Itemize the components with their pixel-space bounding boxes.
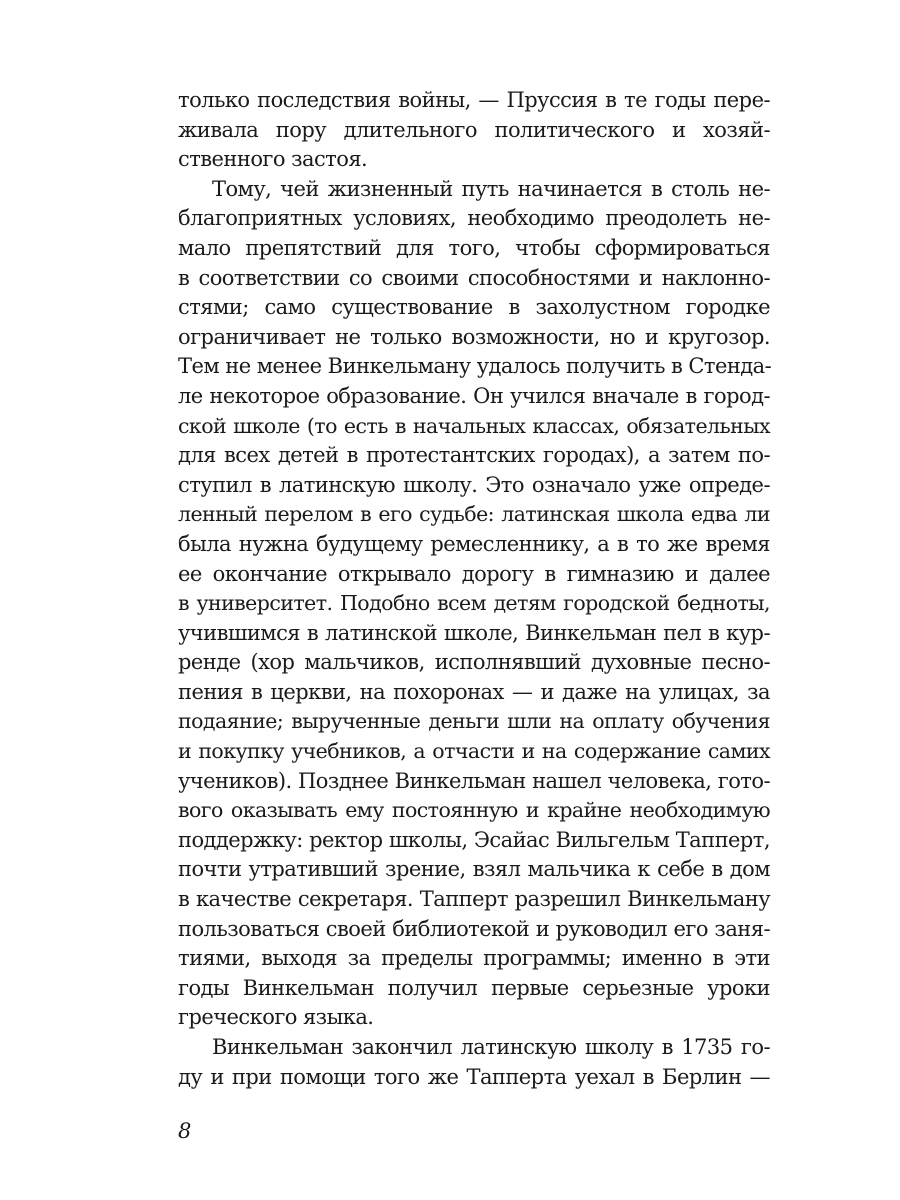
text-line: подаяние; вырученные деньги шли на оплату обучения bbox=[178, 709, 770, 734]
text-line: вого оказывать ему постоянную и крайне необходимую bbox=[178, 798, 770, 823]
text-line: годы Винкельман получил первые серьезные уроки bbox=[178, 975, 770, 1000]
text-line: ской школе (то есть в начальных классах, обязательных bbox=[178, 413, 770, 438]
text-line: ее окончание открывало дорогу в гимназию и далее bbox=[178, 561, 770, 586]
text-line: ленный перелом в его судьбе: латинская школа едва ли bbox=[178, 502, 770, 527]
text-line: стями; само существование в захолустном городке bbox=[178, 295, 770, 320]
text-line: пения в церкви, на похоронах — и даже на улицах, за bbox=[178, 679, 770, 704]
page-text bbox=[178, 86, 770, 1092]
text-line: почти утративший зрение, взял мальчика к себе в дом bbox=[178, 857, 770, 882]
page-number: 8 bbox=[178, 1119, 192, 1143]
text-line: мало препятствий для того, чтобы сформироваться bbox=[178, 235, 770, 260]
text-line: учеников). Позднее Винкельман нашел человека, гото- bbox=[178, 768, 770, 793]
text-line: и покупку учебников, а отчасти и на содержание самих bbox=[178, 739, 770, 764]
text-line: для всех детей в протестантских городах), а затем по- bbox=[178, 443, 770, 468]
text-line: ступил в латинскую школу. Это означало уже опреде- bbox=[178, 472, 770, 497]
text-line: Тому, чей жизненный путь начинается в столь не- bbox=[212, 176, 770, 201]
text-line: греческого языка. bbox=[178, 1005, 374, 1030]
text-line: была нужна будущему ремесленнику, а в то же время bbox=[178, 531, 770, 556]
text-line: пользоваться своей библиотекой и руководил его заня- bbox=[178, 916, 770, 941]
text-line: учившимся в латинской школе, Винкельман пел в кур- bbox=[178, 620, 770, 645]
text-line: ле некоторое образование. Он учился вначале в город- bbox=[178, 383, 770, 408]
text-line: ренде (хор мальчиков, исполнявший духовные песно- bbox=[178, 650, 770, 675]
text-line: только последствия войны, — Пруссия в те годы пере- bbox=[178, 88, 770, 112]
text-line: Винкельман закончил латинскую школу в 1735 го- bbox=[212, 1035, 770, 1059]
text-line: в университет. Подобно всем детям городской бедноты, bbox=[178, 591, 770, 616]
text-line: Тем не менее Винкельману удалось получить в Стенда- bbox=[178, 354, 772, 379]
text-line: поддержку: ректор школы, Эсайас Вильгельм Тапперт, bbox=[178, 827, 770, 852]
text-line: в соответствии со своими способностями и наклонно- bbox=[178, 265, 770, 290]
text-line: живала пору длительного политического и хозяй- bbox=[178, 117, 770, 142]
text-line: в качестве секретаря. Тапперт разрешил Винкельману bbox=[178, 887, 770, 912]
text-line: ограничивает не только возможности, но и кругозор. bbox=[178, 324, 770, 349]
text-line: благоприятных условиях, необходимо преодолеть не- bbox=[178, 206, 770, 231]
text-line: ду и при помощи того же Тапперта уехал в Берлин — bbox=[178, 1064, 770, 1089]
text-line: тиями, выходя за пределы программы; именно в эти bbox=[178, 946, 770, 971]
text-line: ственного застоя. bbox=[178, 147, 368, 172]
